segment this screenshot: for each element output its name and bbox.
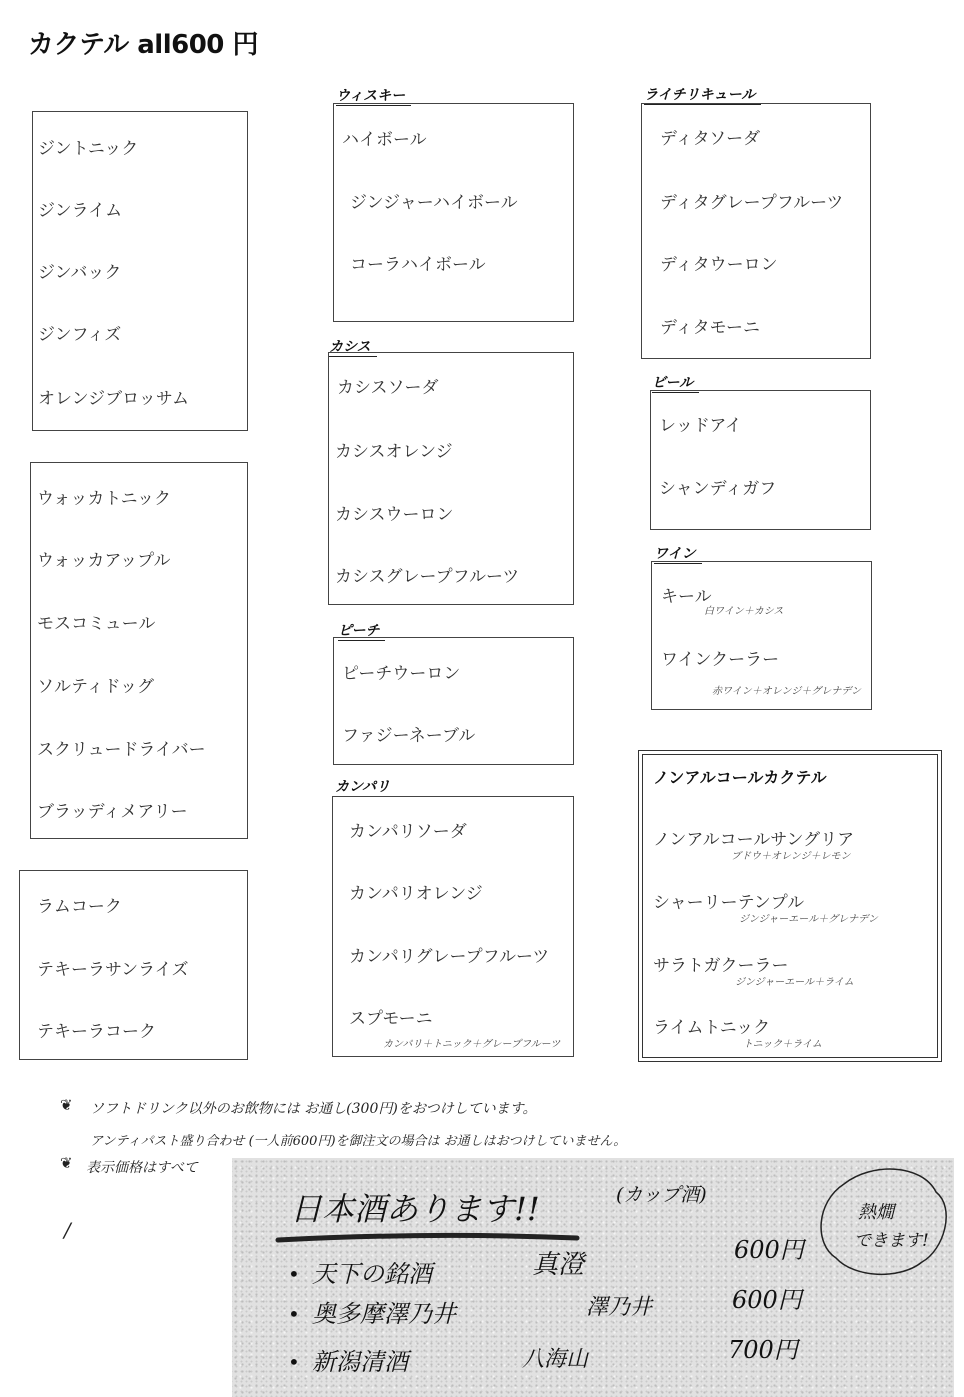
whisky-heading: ウィスキー xyxy=(336,85,405,105)
menu-item-note: カンパリ＋トニック＋グレープフルーツ xyxy=(383,1039,561,1050)
menu-item-note: ブドウ＋オレンジ＋レモン xyxy=(731,851,851,862)
peach-heading: ピーチ xyxy=(338,620,379,640)
bubble-line-1: 熱燗 xyxy=(858,1202,894,1223)
menu-item: モスコミュール xyxy=(37,614,156,634)
menu-item: コーラハイボール xyxy=(350,255,486,275)
vodka-cocktail-box xyxy=(30,462,248,839)
lychee-heading: ライチリキュール xyxy=(644,84,755,104)
sake-brand: 真澄 xyxy=(532,1250,585,1280)
menu-item: カシスソーダ xyxy=(337,378,439,398)
menu-item: カンパリソーダ xyxy=(349,822,467,842)
menu-item: カシスグレープフルーツ xyxy=(335,567,520,587)
sake-name: 天下の銘酒 xyxy=(312,1260,432,1288)
sake-heading: 日本酒あります!! xyxy=(290,1190,540,1228)
leaf-icon: ❦ xyxy=(60,1154,73,1172)
page-title: カクテル all600 円 xyxy=(28,30,258,60)
menu-item: ディタモーニ xyxy=(660,318,760,338)
menu-item: カンパリグレープフルーツ xyxy=(349,947,550,967)
gin-cocktail-box xyxy=(32,111,248,431)
menu-item: ラムコーク xyxy=(37,897,122,917)
rum-tequila-box xyxy=(19,870,248,1060)
menu-item: ピーチウーロン xyxy=(342,664,461,684)
sake-heading-sub: (カップ酒) xyxy=(616,1184,707,1206)
note-line-3: 表示価格はすべて xyxy=(86,1160,198,1176)
menu-item-note: ジンジャーエール＋ライム xyxy=(735,977,854,988)
menu-item: ジンフィズ xyxy=(38,325,122,345)
sake-note xyxy=(232,1158,954,1397)
menu-item: ウォッカアップル xyxy=(37,551,171,571)
menu-item: オレンジブロッサム xyxy=(38,389,189,409)
menu-item: シャーリーテンプル xyxy=(653,893,805,913)
sake-bullet: • xyxy=(288,1262,300,1286)
cassis-box xyxy=(328,352,574,605)
sake-price: 700円 xyxy=(728,1336,798,1364)
menu-item: カシスオレンジ xyxy=(335,442,453,462)
sake-brand: 八海山 xyxy=(522,1347,589,1372)
menu-item: ライムトニック xyxy=(653,1018,771,1038)
menu-item: ファジーネーブル xyxy=(342,726,476,746)
sake-price: 600円 xyxy=(734,1236,804,1264)
cassis-heading: カシス xyxy=(329,336,371,356)
menu-item: ウォッカトニック xyxy=(37,489,171,509)
lychee-box xyxy=(641,103,871,359)
menu-item: スプモーニ xyxy=(349,1009,433,1029)
menu-item-note: 白ワイン＋カシス xyxy=(704,606,784,617)
beer-box xyxy=(650,390,871,530)
menu-item: ジンライム xyxy=(38,201,123,221)
non-alcoholic-heading: ノンアルコールカクテル xyxy=(653,768,827,787)
menu-item: ハイボール xyxy=(342,130,427,150)
wine-box xyxy=(651,561,872,710)
bubble-line-2: できます! xyxy=(854,1231,929,1251)
menu-item: キール xyxy=(661,587,712,607)
stray-pen-mark: / xyxy=(64,1218,71,1242)
whisky-box xyxy=(333,103,574,322)
non-alcoholic-box xyxy=(638,750,942,1062)
menu-item: ワインクーラー xyxy=(661,650,780,670)
campari-box xyxy=(332,796,574,1057)
sake-brand: 澤乃井 xyxy=(586,1295,653,1320)
menu-item: テキーラコーク xyxy=(37,1022,156,1042)
menu-item: ジンバック xyxy=(38,263,122,283)
note-line-2: アンティパスト盛り合わせ (一人前600円)を御注文の場合は お通しはおつけしていません。 xyxy=(90,1134,627,1149)
sake-name: 新潟清酒 xyxy=(312,1348,408,1376)
peach-box xyxy=(333,637,574,765)
menu-item: テキーラサンライズ xyxy=(37,960,189,980)
menu-item: ジントニック xyxy=(38,139,139,159)
leaf-icon: ❦ xyxy=(60,1096,73,1114)
menu-item: ソルティドッグ xyxy=(37,677,154,697)
menu-item: ジンジャーハイボール xyxy=(350,193,518,213)
menu-item: ディタグレープフルーツ xyxy=(660,193,844,213)
menu-item-note: ジンジャーエール＋グレナデン xyxy=(739,914,878,925)
menu-item: レッドアイ xyxy=(659,416,742,436)
sake-name: 奥多摩澤乃井 xyxy=(312,1300,456,1328)
menu-item: スクリュードライバー xyxy=(37,740,206,760)
menu-item: シャンディガフ xyxy=(659,479,777,499)
beer-heading: ビール xyxy=(652,372,693,392)
menu-item: ブラッディメアリー xyxy=(37,802,188,822)
menu-item: カンパリオレンジ xyxy=(349,884,483,904)
sake-price: 600円 xyxy=(732,1286,802,1314)
sake-bullet: • xyxy=(288,1302,300,1326)
menu-item-note: トニック＋ライム xyxy=(743,1039,822,1050)
menu-item: カシスウーロン xyxy=(335,505,454,525)
menu-item: ディタウーロン xyxy=(660,255,778,275)
sake-bullet: • xyxy=(288,1350,300,1374)
campari-heading: カンパリ xyxy=(335,776,390,796)
note-line-1: ソフトドリンク以外のお飲物には お通し(300円)をおつけしています。 xyxy=(90,1101,537,1117)
menu-item: ディタソーダ xyxy=(660,129,761,149)
menu-item: ノンアルコールサングリア xyxy=(653,830,855,850)
wine-heading: ワイン xyxy=(654,543,696,563)
menu-item: サラトガクーラー xyxy=(653,956,789,976)
menu-item-note: 赤ワイン＋オレンジ＋グレナデン xyxy=(712,686,861,697)
